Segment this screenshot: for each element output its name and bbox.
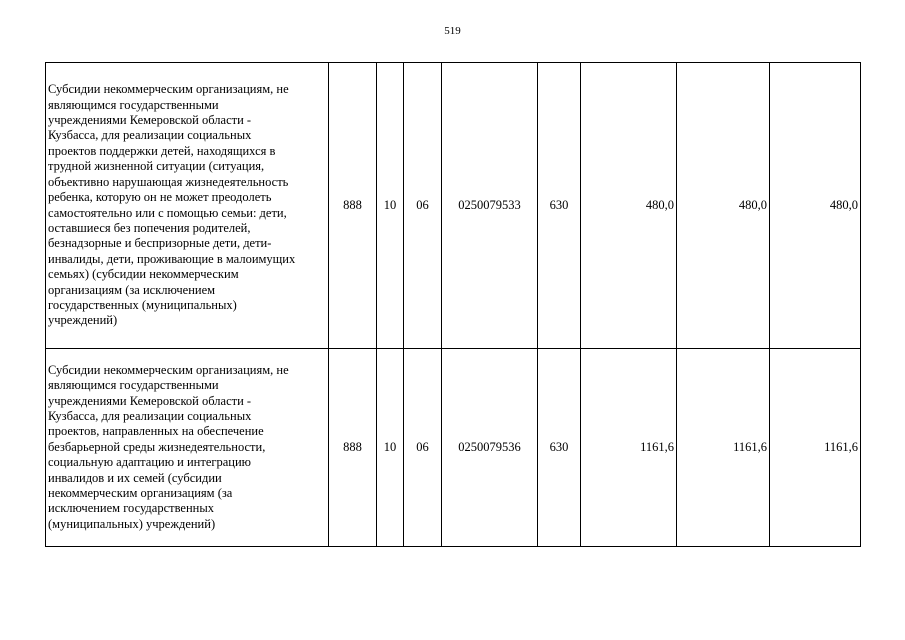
expense-name-line: исключением государственных bbox=[48, 501, 215, 516]
expense-name-line: Кузбасса, для реализации социальных bbox=[48, 408, 252, 423]
expense-name-line: безнадзорные и беспризорные дети, дети- bbox=[48, 236, 272, 251]
expense-name-line: учреждениями Кемеровской области - bbox=[48, 113, 252, 128]
expense-name-line: учреждений) bbox=[48, 313, 118, 328]
page-number: 519 bbox=[444, 25, 461, 37]
section-code-cell: 10 bbox=[377, 349, 404, 547]
expense-name-line: самостоятельно или с помощью семьи: дети, bbox=[48, 205, 287, 220]
ministry-code-cell: 888 bbox=[329, 349, 377, 547]
sum-year-1-cell: 480,0 bbox=[581, 63, 677, 349]
subsection-code-cell: 06 bbox=[404, 63, 442, 349]
expense-name-line: являющимся государственными bbox=[48, 97, 219, 112]
section-code-cell: 10 bbox=[377, 63, 404, 349]
sum-year-1-cell: 1161,6 bbox=[581, 349, 677, 547]
expense-name-line: инвалиды, дети, проживающие в малоимущих bbox=[48, 251, 296, 266]
expense-name-line: безбарьерной среды жизнедеятельности, bbox=[48, 439, 266, 454]
table-row bbox=[46, 63, 861, 349]
expense-name-line: Субсидии некоммерческим организациям, не bbox=[48, 82, 289, 97]
sum-year-3-cell: 480,0 bbox=[770, 63, 861, 349]
expense-name-line: объективно нарушающая жизнедеятельность bbox=[48, 174, 289, 189]
expense-name-line: проектов поддержки детей, находящихся в bbox=[48, 143, 276, 158]
expense-name-line: (муниципальных) учреждений) bbox=[48, 516, 216, 531]
ministry-code-cell: 888 bbox=[329, 63, 377, 349]
sum-year-2-cell: 1161,6 bbox=[677, 349, 770, 547]
expense-name-line: ребенка, которую он не может преодолеть bbox=[48, 190, 272, 205]
subsection-code-cell: 06 bbox=[404, 349, 442, 547]
expense-name-line: учреждениями Кемеровской области - bbox=[48, 393, 252, 408]
expense-name-line: Кузбасса, для реализации социальных bbox=[48, 128, 252, 143]
expense-name-line: семьях) (субсидии некоммерческим bbox=[48, 267, 239, 282]
expense-name-line: являющимся государственными bbox=[48, 378, 219, 393]
expense-name-line: некоммерческим организациям (за bbox=[48, 486, 233, 501]
expense-name-line: трудной жизненной ситуации (ситуация, bbox=[48, 159, 265, 174]
expense-name-line: организациям (за исключением bbox=[48, 282, 216, 297]
expense-type-cell: 630 bbox=[538, 349, 581, 547]
budget-table bbox=[45, 62, 861, 547]
expense-name-cell bbox=[46, 63, 329, 349]
sum-year-3-cell: 1161,6 bbox=[770, 349, 861, 547]
table-row bbox=[46, 349, 861, 547]
expense-name-line: проектов, направленных на обеспечение bbox=[48, 424, 264, 439]
sum-year-2-cell: 480,0 bbox=[677, 63, 770, 349]
expense-name-line: государственных (муниципальных) bbox=[48, 297, 237, 312]
target-article-cell: 0250079536 bbox=[442, 349, 538, 547]
expense-name-line: Субсидии некоммерческим организациям, не bbox=[48, 362, 289, 377]
expense-name-line: социальную адаптацию и интеграцию bbox=[48, 455, 252, 470]
expense-name-line: оставшиеся без попечения родителей, bbox=[48, 220, 251, 235]
expense-type-cell: 630 bbox=[538, 63, 581, 349]
target-article-cell: 0250079533 bbox=[442, 63, 538, 349]
expense-name-line: инвалидов и их семей (субсидии bbox=[48, 470, 222, 485]
expense-name-cell bbox=[46, 349, 329, 547]
